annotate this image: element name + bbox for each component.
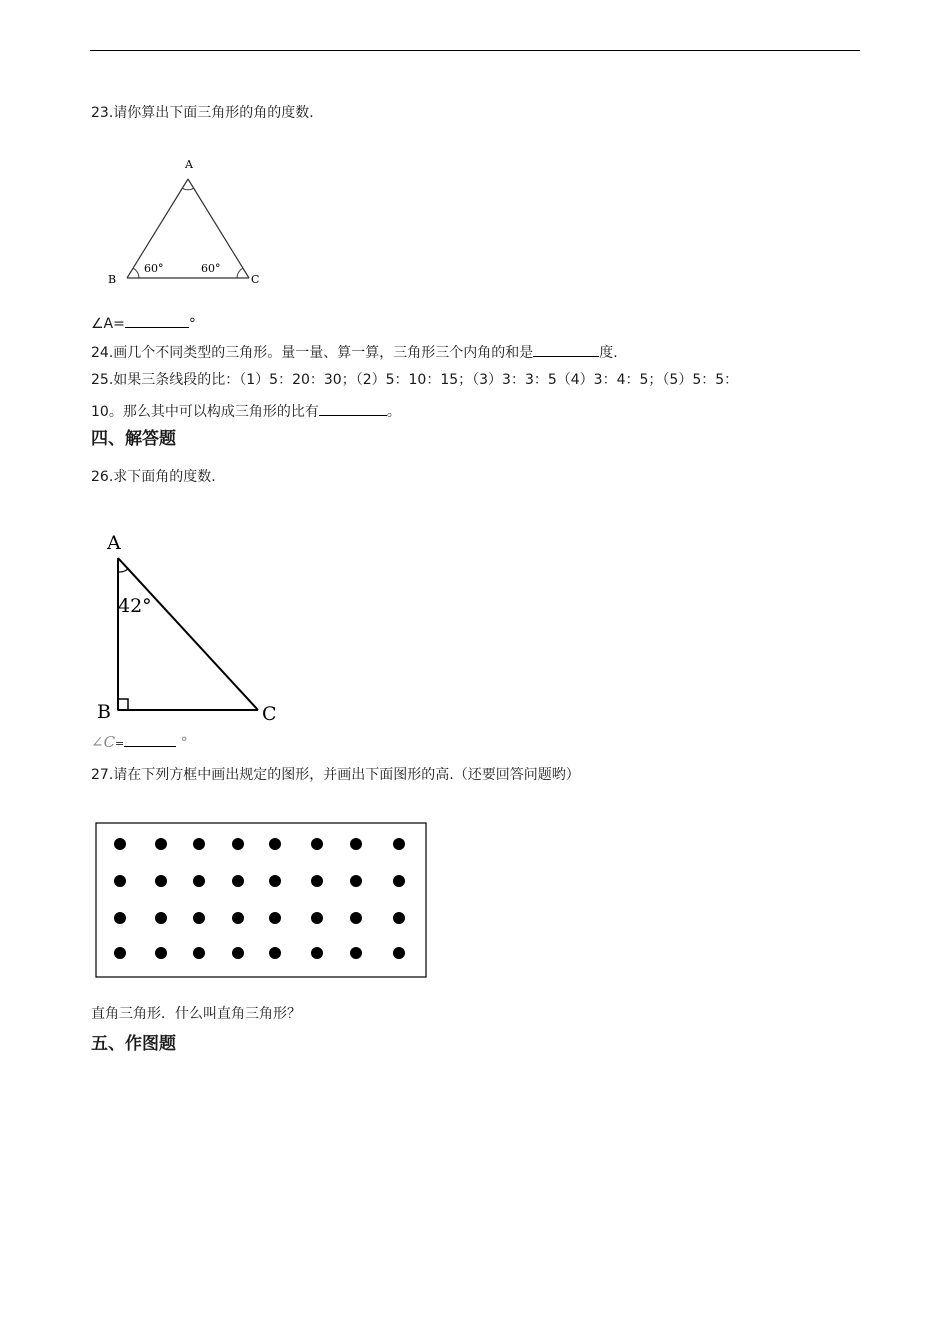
q24-text-after: 度. xyxy=(599,345,618,361)
q26-triangle-figure xyxy=(93,528,293,728)
grid-dot[interactable] xyxy=(350,947,362,959)
grid-dot[interactable] xyxy=(269,838,281,850)
grid-dot[interactable] xyxy=(155,947,167,959)
grid-dot[interactable] xyxy=(193,838,205,850)
grid-dot[interactable] xyxy=(269,875,281,887)
q23-text: 23.请你算出下面三角形的角的度数. xyxy=(91,105,314,121)
grid-dot[interactable] xyxy=(393,947,405,959)
grid-dot[interactable] xyxy=(193,912,205,924)
section-5-title: 五、作图题 xyxy=(91,1034,176,1054)
grid-dot[interactable] xyxy=(269,947,281,959)
q23-answer-prefix: ∠A= xyxy=(91,316,125,332)
grid-dot[interactable] xyxy=(311,912,323,924)
grid-dot[interactable] xyxy=(311,875,323,887)
q26-text: 26.求下面角的度数. xyxy=(91,469,216,485)
q23-answer xyxy=(91,313,196,333)
q25-line2-after: 。 xyxy=(386,404,401,420)
grid-dot[interactable] xyxy=(311,838,323,850)
grid-dot[interactable] xyxy=(155,912,167,924)
q24-text xyxy=(91,342,618,362)
grid-dot[interactable] xyxy=(232,875,244,887)
q23-label-b: B xyxy=(108,273,117,286)
q25-line2 xyxy=(91,401,401,421)
q26-answer-prefix: ∠C xyxy=(91,733,116,751)
grid-dot[interactable] xyxy=(155,838,167,850)
grid-dot[interactable] xyxy=(393,912,405,924)
q23-angle-b: 60° xyxy=(144,262,164,275)
q25-answer-blank[interactable] xyxy=(319,401,387,416)
grid-dot[interactable] xyxy=(114,947,126,959)
grid-dot[interactable] xyxy=(350,838,362,850)
grid-dot[interactable] xyxy=(393,875,405,887)
q26-angle-a: 42° xyxy=(118,595,152,617)
q23-answer-suffix: ° xyxy=(188,316,196,332)
grid-dot[interactable] xyxy=(114,838,126,850)
grid-dot[interactable] xyxy=(393,838,405,850)
q27-caption: 直角三角形．什么叫直角三角形？ xyxy=(91,1006,301,1022)
section-4-title: 四、解答题 xyxy=(91,429,176,449)
q25-line2-before: 10。那么其中可以构成三角形的比有 xyxy=(91,404,319,420)
header-rule xyxy=(90,50,860,51)
grid-dot[interactable] xyxy=(350,875,362,887)
q23-answer-blank[interactable] xyxy=(125,313,189,328)
q26-answer-blank[interactable] xyxy=(124,732,176,747)
q26-label-b: B xyxy=(97,701,111,723)
grid-dot[interactable] xyxy=(155,875,167,887)
q26-label-a: A xyxy=(107,532,121,554)
q24-text-before: 24.画几个不同类型的三角形。量一量、算一算，三角形三个内角的和是 xyxy=(91,345,534,361)
grid-dot[interactable] xyxy=(232,912,244,924)
q24-answer-blank[interactable] xyxy=(533,342,599,357)
grid-dot[interactable] xyxy=(114,875,126,887)
q27-text: 27.请在下列方框中画出规定的图形，并画出下面图形的高.（还要回答问题哟） xyxy=(91,767,580,783)
grid-dot[interactable] xyxy=(311,947,323,959)
q23-label-c: C xyxy=(251,273,260,286)
grid-dot[interactable] xyxy=(232,838,244,850)
grid-dot[interactable] xyxy=(350,912,362,924)
q25-line1: 25.如果三条线段的比：（1）5：20：30；（2）5：10：15；（3）3：3：5（4）3：4：5；（5）5：5： xyxy=(91,372,739,388)
q27-dot-grid[interactable] xyxy=(95,822,429,980)
grid-dot[interactable] xyxy=(193,875,205,887)
q23-triangle-figure xyxy=(100,150,270,290)
q26-label-c: C xyxy=(262,703,277,725)
grid-dot[interactable] xyxy=(193,947,205,959)
q26-answer-suffix: ° xyxy=(180,735,188,751)
grid-dot[interactable] xyxy=(269,912,281,924)
q26-answer-eq: = xyxy=(115,737,125,750)
grid-dot[interactable] xyxy=(232,947,244,959)
grid-dot[interactable] xyxy=(114,912,126,924)
q23-label-a: A xyxy=(185,158,193,171)
q23-angle-c: 60° xyxy=(201,262,221,275)
q26-answer xyxy=(91,732,188,753)
